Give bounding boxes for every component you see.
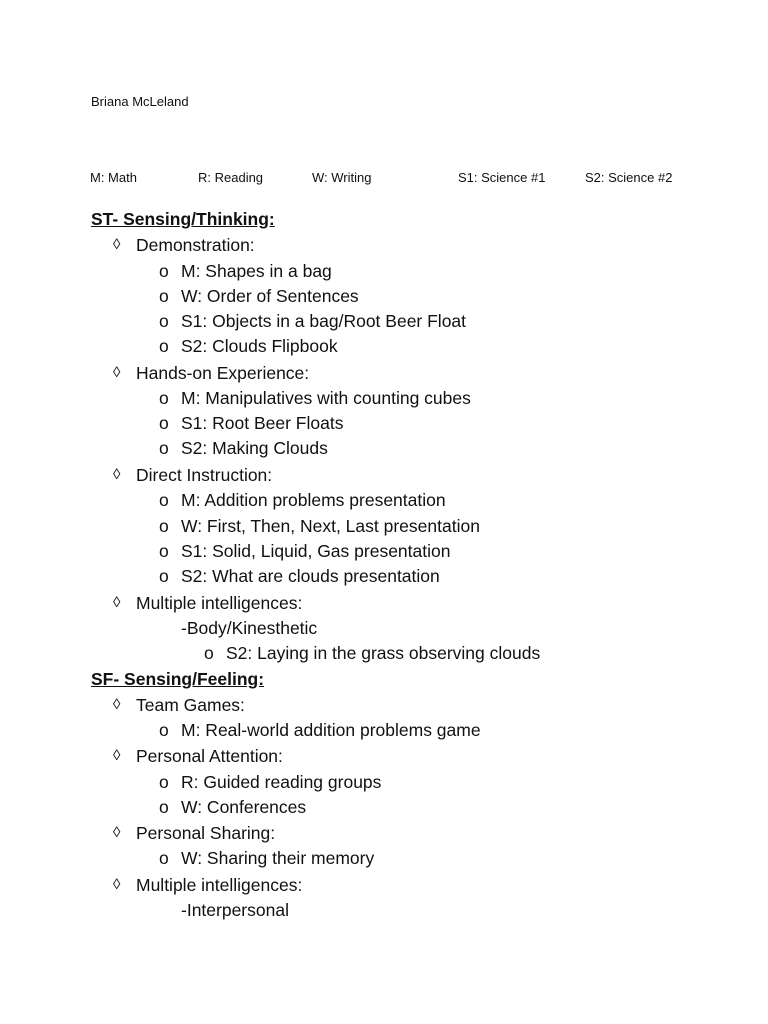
list-item xyxy=(159,285,359,307)
category-direct-instruction xyxy=(113,464,273,486)
list-item xyxy=(159,387,471,409)
list-item-text: W: First, Then, Next, Last presentation xyxy=(181,516,480,536)
list-item-text: M: Real-world addition problems game xyxy=(181,720,481,740)
circle-bullet-icon: o xyxy=(159,566,169,586)
circle-bullet-icon: o xyxy=(204,643,214,663)
list-item xyxy=(159,565,440,587)
list-item xyxy=(159,489,446,511)
section-heading-st: ST- Sensing/Thinking: xyxy=(91,209,275,229)
list-item-text: W: Conferences xyxy=(181,797,307,817)
diamond-bullet-icon: ◊ xyxy=(113,876,121,893)
list-item xyxy=(159,335,338,357)
list-item-text: S2: Laying in the grass observing clouds xyxy=(226,643,541,663)
circle-bullet-icon: o xyxy=(159,311,169,331)
circle-bullet-icon: o xyxy=(159,848,169,868)
legend-math: M: Math xyxy=(90,170,137,185)
category-label: Direct Instruction: xyxy=(136,465,273,485)
list-item xyxy=(159,260,332,282)
list-item xyxy=(159,847,375,869)
diamond-bullet-icon: ◊ xyxy=(113,696,121,713)
list-item xyxy=(159,719,481,741)
diamond-bullet-icon: ◊ xyxy=(113,364,121,381)
list-item xyxy=(159,310,467,332)
list-item-text: S2: What are clouds presentation xyxy=(181,566,440,586)
sub-label: -Body/Kinesthetic xyxy=(181,618,318,638)
diamond-bullet-icon: ◊ xyxy=(113,466,121,483)
circle-bullet-icon: o xyxy=(159,336,169,356)
category-label: Multiple intelligences: xyxy=(136,593,303,613)
circle-bullet-icon: o xyxy=(159,490,169,510)
category-multiple-intelligences xyxy=(113,592,303,614)
legend-science-1: S1: Science #1 xyxy=(458,170,546,185)
category-label: Hands-on Experience: xyxy=(136,363,310,383)
list-item-text: M: Manipulatives with counting cubes xyxy=(181,388,471,408)
list-item-text: W: Sharing their memory xyxy=(181,848,375,868)
circle-bullet-icon: o xyxy=(159,388,169,408)
list-item-text: M: Addition problems presentation xyxy=(181,490,446,510)
list-item xyxy=(159,796,307,818)
diamond-bullet-icon: ◊ xyxy=(113,747,121,764)
category-label: Multiple intelligences: xyxy=(136,875,303,895)
circle-bullet-icon: o xyxy=(159,772,169,792)
circle-bullet-icon: o xyxy=(159,720,169,740)
list-item xyxy=(159,412,344,434)
circle-bullet-icon: o xyxy=(159,286,169,306)
diamond-bullet-icon: ◊ xyxy=(113,824,121,841)
category-label: Demonstration: xyxy=(136,235,255,255)
list-item-text: R: Guided reading groups xyxy=(181,772,382,792)
category-label: Team Games: xyxy=(136,695,245,715)
circle-bullet-icon: o xyxy=(159,438,169,458)
circle-bullet-icon: o xyxy=(159,516,169,536)
legend-writing: W: Writing xyxy=(312,170,372,185)
list-item-text: S1: Root Beer Floats xyxy=(181,413,344,433)
diamond-bullet-icon: ◊ xyxy=(113,236,121,253)
diamond-bullet-icon: ◊ xyxy=(113,594,121,611)
sub-label: -Interpersonal xyxy=(181,900,289,920)
list-item xyxy=(159,515,480,537)
subject-legend xyxy=(0,170,768,188)
category-label: Personal Attention: xyxy=(136,746,283,766)
list-item-text: S2: Clouds Flipbook xyxy=(181,336,338,356)
author-name: Briana McLeland xyxy=(91,94,189,109)
legend-reading: R: Reading xyxy=(198,170,264,185)
list-item xyxy=(159,437,328,459)
circle-bullet-icon: o xyxy=(159,797,169,817)
list-item-text: M: Shapes in a bag xyxy=(181,261,332,281)
category-team-games xyxy=(113,694,245,716)
legend-science-2: S2: Science #2 xyxy=(585,170,673,185)
list-item-text: S1: Solid, Liquid, Gas presentation xyxy=(181,541,451,561)
list-item-text: S2: Making Clouds xyxy=(181,438,328,458)
category-multiple-intelligences xyxy=(113,874,303,896)
circle-bullet-icon: o xyxy=(159,261,169,281)
section-heading-sf: SF- Sensing/Feeling: xyxy=(91,669,265,689)
list-item xyxy=(204,642,541,664)
category-label: Personal Sharing: xyxy=(136,823,276,843)
category-hands-on xyxy=(113,362,310,384)
category-personal-attention xyxy=(113,745,283,767)
category-personal-sharing xyxy=(113,822,276,844)
list-item xyxy=(159,540,451,562)
list-item xyxy=(159,771,382,793)
list-item-text: S1: Objects in a bag/Root Beer Float xyxy=(181,311,467,331)
category-demonstration xyxy=(113,234,255,256)
circle-bullet-icon: o xyxy=(159,413,169,433)
list-item-text: W: Order of Sentences xyxy=(181,286,359,306)
circle-bullet-icon: o xyxy=(159,541,169,561)
